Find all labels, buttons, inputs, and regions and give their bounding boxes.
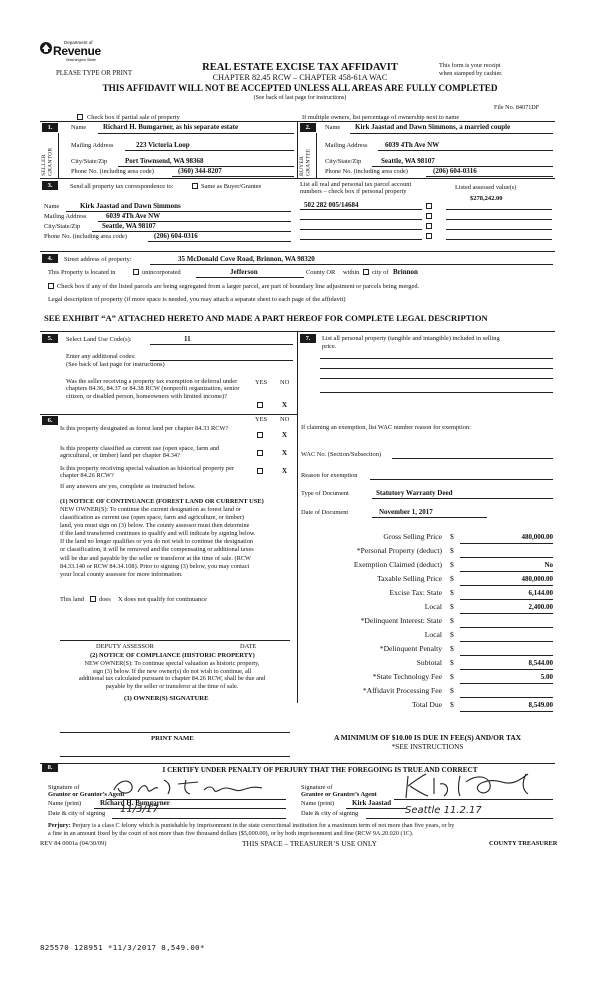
street-address[interactable]: 35 McDonald Cove Road, Brinnon, WA 98320	[178, 255, 315, 263]
additional-codes-note: (See back of last page for instructions)	[66, 361, 165, 368]
grantee-signature-icon[interactable]	[398, 772, 558, 800]
exemption-no-mark[interactable]: X	[282, 401, 288, 409]
notice-2-title: (2) NOTICE OF COMPLIANCE (HISTORIC PROPERTY)	[90, 652, 255, 659]
seller-phone[interactable]: (360) 344-8207	[178, 167, 222, 175]
parcel-personal-checkbox-2[interactable]	[426, 213, 432, 219]
grantor-name-label: Name (print)	[48, 800, 82, 807]
logo-revenue: Revenue	[53, 44, 101, 58]
s5-yes-header: YES	[255, 379, 268, 386]
multiple-owners-note: If multiple owners, list percentage of ownership next to name	[302, 114, 460, 121]
personal-property-label-2: price.	[322, 343, 337, 350]
doc-type[interactable]: Statutory Warranty Deed	[376, 489, 453, 497]
grantor-date[interactable]: 11/3/17	[120, 804, 159, 815]
if-yes-note: If any answers are yes, complete as instructed below.	[60, 483, 196, 490]
buyer-name-label: Name	[325, 124, 341, 131]
file-number: File No. 84071DF	[494, 104, 540, 111]
buyer-side-label: BUYER GRANTEE	[299, 148, 312, 176]
section-3-number: 3.	[42, 181, 58, 190]
legal-description-label: Legal description of property (if more space is needed, you may attach a separate sheet to each page of the affidavit)	[48, 296, 346, 303]
forest-yes-checkbox[interactable]	[257, 432, 263, 438]
form-notice: THIS AFFIDAVIT WILL NOT BE ACCEPTED UNLESS ALL AREAS ARE FULLY COMPLETED	[102, 83, 498, 93]
this-land-label: This land	[60, 596, 84, 603]
seller-name[interactable]: Richard H. Bumgarner, as his separate estate	[103, 123, 239, 131]
historic-yes-checkbox[interactable]	[257, 468, 263, 474]
doc-date[interactable]: November 1, 2017	[379, 508, 433, 516]
segregated-checkbox[interactable]	[48, 283, 54, 289]
seller-mailing-label: Mailing Address	[71, 142, 114, 149]
receipt-stamp: 825570 128951 *11/3/2017 8,549.00*	[40, 943, 205, 952]
notice-2-text: NEW OWNER(S): To continue special valuation as historic property, sign (3) below. If the new owner(s) do not wish to continue, all additional tax calculated pursuant to chapter 84.26 RCW, shall be due and payable by the seller or transferor at the time of sale.	[78, 660, 266, 690]
historic-no-mark[interactable]: X	[282, 467, 288, 475]
see-back: (See back of last page for instructions)	[253, 95, 347, 101]
unincorporated-label: unincorporated	[142, 269, 181, 276]
buyer-city-label: City/State/Zip	[325, 158, 362, 165]
land-use-code[interactable]: 11	[184, 335, 191, 343]
s6-no-header: NO	[280, 416, 290, 423]
s3-name-label: Name	[44, 203, 60, 210]
does-not-qualify-label: X does not qualify for continuance	[118, 596, 207, 603]
partial-sale-checkbox[interactable]	[77, 114, 83, 120]
grantor-signature-icon[interactable]	[108, 774, 268, 800]
within-label: within	[343, 269, 360, 276]
logo-state: Washington State	[66, 58, 96, 62]
does-qualify-checkbox[interactable]	[90, 596, 96, 602]
historic-question: Is this property receiving special valuation as historical property per chapter 84.26 RCW?	[60, 465, 235, 480]
revenue-logo-icon	[39, 41, 53, 55]
buyer-phone-label: Phone No. (including area code)	[325, 168, 408, 175]
current-use-question: Is this property classified as current use (open space, farm and agricultural, or timber) land per chapter 84.34?	[60, 445, 220, 460]
seller-phone-label: Phone No. (including area code)	[71, 168, 154, 175]
buyer-city[interactable]: Seattle, WA 98107	[381, 157, 435, 165]
grantee-name-label: Name (print)	[301, 800, 335, 807]
perjury-text-1: Perjury: Perjury is a class C felony which is punishable by imprisonment in the state correctional institution for a maximum term of not more than five years, or by	[48, 822, 455, 829]
city-of-label: city of	[372, 269, 389, 276]
s3-city-label: City/State/Zip	[44, 223, 81, 230]
personal-property-label-1: List all personal property (tangible and intangible) included in selling	[322, 335, 500, 342]
partial-sale-label: Check box if partial sale of property	[87, 114, 180, 121]
parcel-personal-checkbox-4[interactable]	[426, 233, 432, 239]
exemption-question: Was the seller receiving a property tax exemption or deferral under chapters 84.36, 84.37 or 84.38 RCW (nonprofit organization, senior citizen, or disabled person, homeowners with limited income)?	[66, 378, 240, 400]
receipt-note-1: This form is your receipt	[439, 62, 501, 69]
seller-mailing[interactable]: 223 Victoria Loop	[136, 141, 190, 149]
same-as-buyer-label: Same as Buyer/Grantee	[201, 183, 262, 190]
section-1-number: 1.	[42, 123, 58, 132]
logo-department: Department of	[64, 40, 93, 45]
notice-1-title: (1) NOTICE OF CONTINUANCE (FOREST LAND OR CURRENT USE)	[60, 498, 264, 505]
wac-label: WAC No. (Section/Subsection)	[301, 451, 382, 458]
current-use-yes-checkbox[interactable]	[257, 450, 263, 456]
buyer-mailing-label: Mailing Address	[325, 142, 368, 149]
parcel-header-1: List all real and personal tax parcel account	[300, 181, 412, 188]
parcel-number[interactable]: 502 282 005/14684	[304, 201, 359, 209]
minimum-fee-note: A MINIMUM OF $10.00 IS DUE IN FEE(S) AND/OR TAX	[333, 733, 522, 742]
grantee-sig-label-2: Grantee or Grantee’s Agent	[301, 791, 377, 798]
s6-yes-header: YES	[255, 416, 268, 423]
see-instructions-note: *SEE INSTRUCTIONS	[391, 742, 464, 751]
grantor-name[interactable]: Richard H. Bumgarner	[100, 799, 170, 807]
parcel-header-2: numbers – check box if personal property	[300, 188, 407, 195]
city-name[interactable]: Brinnon	[393, 268, 418, 276]
parcel-personal-checkbox[interactable]	[426, 203, 432, 209]
grantor-sig-label-1: Signature of	[48, 784, 80, 791]
same-as-buyer-checkbox[interactable]	[192, 183, 198, 189]
grantee-name[interactable]: Kirk Jaastad	[352, 799, 392, 807]
street-address-label: Street address of property:	[64, 256, 132, 263]
perjury-text-2: a fine in an amount fixed by the court of not more than five thousand dollars ($5,000.00), or by both imprisonment and fine (RCW 9A.20.020 (1C).	[48, 830, 414, 837]
seller-city-label: City/State/Zip	[71, 158, 108, 165]
claim-exemption-label: If claiming an exemption, list WAC number reason for exemption:	[301, 424, 471, 431]
buyer-phone[interactable]: (206) 604-0316	[433, 167, 477, 175]
forest-no-mark[interactable]: X	[282, 431, 288, 439]
form-revision: REV 84 0001a (04/30/09)	[40, 840, 107, 847]
form-chapter: CHAPTER 82.45 RCW – CHAPTER 458-61A WAC	[212, 73, 388, 82]
city-of-checkbox[interactable]	[363, 269, 369, 275]
certify-statement: I CERTIFY UNDER PENALTY OF PERJURY THAT THE FOREGOING IS TRUE AND CORRECT	[162, 766, 478, 774]
section-7-number: 7.	[300, 334, 316, 343]
exhibit-note: SEE EXHIBIT “A” ATTACHED HERETO AND MADE A PART HEREOF FOR COMPLETE LEGAL DESCRIPTION	[44, 313, 488, 323]
grantee-date[interactable]: Seattle 11.2.17	[405, 805, 482, 816]
segregated-label: Check box if any of the listed parcels are being segregated from a larger parcel, are part of boundary line adjustment or parcels being merged.	[57, 283, 420, 290]
buyer-mailing[interactable]: 6039 4Th Ave NW	[385, 141, 440, 149]
unincorporated-checkbox[interactable]	[133, 269, 139, 275]
notice-1-text: NEW OWNER(S): To continue the current designation as forest land or classification as current use (open space, farm and agriculture, or timber) land, you must sign on (3) below. The county assessor must then determine if the land transferred continues to qualify and will indicate by signing below. If the land no longer qualifies or you do not wish to continue the designation or classification, it will be removed and the compensating or additional taxes will be due and payable by the seller or transferor at the time of sale. (RCW 84.33.140 or RCW 84.34.108). Prior to signing (3) below, you may contact your local county assessor for more information.	[60, 506, 256, 578]
s5-no-header: NO	[280, 379, 290, 386]
reason-label: Reason for exemption	[301, 472, 358, 479]
s3-mailing[interactable]: 6039 4Th Ave NW	[106, 212, 161, 220]
located-label: This Property is located in	[48, 269, 116, 276]
s3-mailing-label: Mailing Address	[44, 213, 87, 220]
treasurer-space: THIS SPACE – TREASURER’S USE ONLY	[242, 839, 377, 848]
seller-city[interactable]: Port Townsend, WA 98368	[125, 157, 204, 165]
parcel-personal-checkbox-3[interactable]	[426, 223, 432, 229]
doc-type-label: Type of Document	[301, 490, 349, 497]
county-or-label: County OR	[306, 269, 336, 276]
additional-codes-label: Enter any additional codes:	[66, 353, 136, 360]
exemption-yes-checkbox[interactable]	[257, 402, 263, 408]
assessed-value[interactable]: $278,242.00	[470, 195, 503, 202]
s3-city[interactable]: Seattle, WA 98107	[102, 222, 156, 230]
section-4-number: 4.	[42, 254, 58, 263]
s3-phone[interactable]: (206) 604-0316	[154, 232, 198, 240]
land-use-label: Select Land Use Code(s):	[66, 336, 132, 343]
section-8-number: 8.	[42, 763, 58, 772]
doc-date-label: Date of Document	[301, 509, 349, 516]
send-correspondence-label: Send all property tax correspondence to:	[70, 183, 174, 190]
print-name-label: PRINT NAME	[151, 735, 194, 742]
grantor-sig-label-2: Grantor or Grantor’s Agent	[48, 791, 125, 798]
does-label: does	[99, 596, 111, 603]
receipt-note-2: when stamped by cashier.	[439, 70, 503, 77]
grantee-date-label: Date & city of signing	[301, 810, 359, 817]
please-type: PLEASE TYPE OR PRINT	[56, 70, 132, 77]
current-use-no-mark[interactable]: X	[282, 449, 288, 457]
section-5-number: 5.	[42, 334, 58, 343]
assessed-header: Listed assessed value(s)	[455, 184, 517, 191]
deputy-date-label: DATE	[240, 643, 257, 650]
county-name[interactable]: Jefferson	[230, 268, 258, 276]
owner-signature-label: (3) OWNER(S) SIGNATURE	[124, 695, 209, 702]
forest-land-question: Is this property designated as forest land per chapter 84.33 RCW?	[60, 425, 229, 432]
section-2-number: 2.	[300, 123, 316, 132]
s3-name[interactable]: Kirk Jaastad and Dawn Simmons	[80, 202, 181, 210]
seller-side-label: SELLER GRANTOR	[41, 147, 54, 176]
section-6-number: 6.	[42, 416, 58, 425]
s3-phone-label: Phone No. (including area code)	[44, 233, 127, 240]
buyer-name[interactable]: Kirk Jaastad and Dawn Simmons, a married couple	[355, 123, 511, 131]
seller-name-label: Name	[71, 124, 87, 131]
form-title: REAL ESTATE EXCISE TAX AFFIDAVIT	[202, 62, 398, 73]
deputy-assessor-label: DEPUTY ASSESSOR	[96, 643, 154, 650]
grantee-sig-label-1: Signature of	[301, 784, 333, 791]
grantor-date-label: Date & city of signing	[48, 810, 106, 817]
county-treasurer: COUNTY TREASURER	[489, 840, 558, 847]
